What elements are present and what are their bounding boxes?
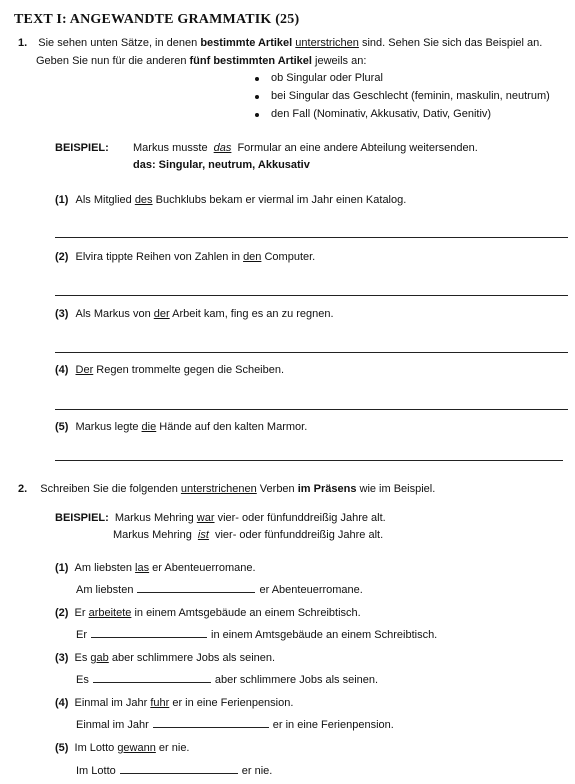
item-verb: gewann <box>117 742 156 754</box>
item-pre: Elvira tippte Reihen von Zahlen in <box>75 251 244 263</box>
task2-item <box>55 562 256 574</box>
item-number: (4) <box>55 697 69 709</box>
item-pre: Am liebsten <box>74 562 136 574</box>
answer-pre: Es <box>76 674 89 686</box>
example-sentence <box>133 142 478 154</box>
item-number: (3) <box>55 308 69 320</box>
item-number: (1) <box>55 562 69 574</box>
task2-intro-text: Schreiben Sie die folgenden <box>40 483 181 495</box>
bullet-icon <box>255 95 259 99</box>
bullet-item: den Fall (Nominativ, Akkusativ, Dativ, Genitiv) <box>271 108 492 120</box>
item-number: (5) <box>55 742 69 754</box>
answer-post: aber schlimmere Jobs als seinen. <box>214 674 379 686</box>
item-article: die <box>141 421 157 433</box>
task2-answer-row <box>76 627 437 641</box>
example-word: das <box>213 142 232 154</box>
task1-intro-rest: sind. Sehen Sie sich das Beispiel an. <box>358 37 543 49</box>
item-post: Hände auf den kalten Marmor. <box>156 421 308 433</box>
item-post: in einem Amtsgebäude an einem Schreibtisch. <box>131 607 361 619</box>
answer-pre: Am liebsten <box>76 584 134 596</box>
task2-example-label: BEISPIEL: <box>55 512 109 524</box>
task1-item <box>55 308 334 320</box>
item-number: (2) <box>55 607 69 619</box>
answer-line[interactable] <box>55 237 568 238</box>
bullet-icon <box>255 77 259 81</box>
example-pre: Markus Mehring <box>113 529 195 541</box>
example-post: vier- oder fünfunddreißig Jahre alt. <box>214 512 386 524</box>
task2-answer-row <box>76 763 272 777</box>
example-post: vier- oder fünfunddreißig Jahre alt. <box>211 529 384 541</box>
item-pre: Einmal im Jahr <box>74 697 151 709</box>
answer-blank[interactable] <box>93 672 211 683</box>
example-post: Formular an eine andere Abteilung weitersenden. <box>234 142 478 154</box>
task2-example-line2 <box>113 529 383 541</box>
task1-intro2-rest: jeweils an: <box>311 55 367 67</box>
item-pre: Es <box>74 652 91 664</box>
item-verb: gab <box>90 652 109 664</box>
item-pre: Als Markus von <box>75 308 154 320</box>
item-post: aber schlimmere Jobs als seinen. <box>108 652 276 664</box>
bullet-icon <box>255 113 259 117</box>
task2-intro-rest: wie im Beispiel. <box>356 483 436 495</box>
answer-post: er in eine Ferienpension. <box>272 719 394 731</box>
example-verb: war <box>196 512 215 524</box>
answer-line[interactable] <box>55 352 568 353</box>
task1-intro-line2 <box>36 55 366 67</box>
answer-blank[interactable] <box>137 582 255 593</box>
item-post: er nie. <box>155 742 190 754</box>
task2-item <box>55 697 293 709</box>
item-number: (5) <box>55 421 69 433</box>
item-verb: las <box>135 562 150 574</box>
answer-pre: Er <box>76 629 87 641</box>
item-post: Buchklubs bekam er viermal im Jahr einen Katalog. <box>152 194 407 206</box>
item-number: (3) <box>55 652 69 664</box>
item-verb: arbeitete <box>88 607 132 619</box>
item-article: der <box>153 308 170 320</box>
task2-item <box>55 742 190 754</box>
item-number: (1) <box>55 194 69 206</box>
item-pre: Im Lotto <box>74 742 118 754</box>
answer-line[interactable] <box>55 409 568 410</box>
task2-item <box>55 652 275 664</box>
item-post: er Abenteuerromane. <box>149 562 256 574</box>
example-pre: Markus musste <box>133 142 211 154</box>
item-post: er in eine Ferienpension. <box>169 697 294 709</box>
item-pre: Als Mitglied <box>75 194 135 206</box>
item-article: des <box>134 194 153 206</box>
item-pre: Er <box>74 607 89 619</box>
answer-pre: Einmal im Jahr <box>76 719 149 731</box>
item-pre: Markus legte <box>75 421 142 433</box>
item-post: Computer. <box>261 251 316 263</box>
answer-post: er nie. <box>241 765 273 777</box>
task2-intro-underlined: unterstrichenen <box>180 483 257 495</box>
answer-post: in einem Amtsgebäude an einem Schreibtisch. <box>211 629 438 641</box>
task1-item <box>55 421 307 433</box>
item-post: Regen trommelte gegen die Scheiben. <box>93 364 285 376</box>
example-pre: Markus Mehring <box>114 512 197 524</box>
task2-number: 2. <box>18 483 28 495</box>
example-answer: das: Singular, neutrum, Akkusativ <box>133 159 310 171</box>
task2-intro-bold: im Präsens <box>297 483 357 495</box>
answer-line[interactable] <box>55 295 568 296</box>
answer-post: er Abenteuerromane. <box>259 584 363 596</box>
task1-item <box>55 194 406 206</box>
item-article: Der <box>75 364 94 376</box>
task2-item <box>55 607 361 619</box>
task2-intro <box>18 483 435 495</box>
task1-intro2-text: Geben Sie nun für die anderen <box>36 55 190 67</box>
task1-intro <box>18 37 542 49</box>
task2-answer-row <box>76 717 394 731</box>
task1-item <box>55 251 315 263</box>
page-title: TEXT I: ANGEWANDTE GRAMMATIK (25) <box>14 12 300 27</box>
task2-example-line1 <box>55 512 386 524</box>
answer-blank[interactable] <box>91 627 207 638</box>
item-number: (2) <box>55 251 69 263</box>
task1-intro-underlined: unterstrichen <box>295 37 359 49</box>
item-article: den <box>243 251 262 263</box>
item-number: (4) <box>55 364 69 376</box>
bullet-item: bei Singular das Geschlecht (feminin, maskulin, neutrum) <box>271 90 550 102</box>
task2-answer-row <box>76 582 363 596</box>
answer-pre: Im Lotto <box>76 765 116 777</box>
answer-line[interactable] <box>55 460 563 461</box>
answer-blank[interactable] <box>120 763 238 774</box>
answer-blank[interactable] <box>153 717 269 728</box>
task2-intro-mid: Verben <box>256 483 298 495</box>
example-verb-answer: ist <box>197 529 209 541</box>
task1-intro-text: Sie sehen unten Sätze, in denen <box>38 37 201 49</box>
item-post: Arbeit kam, fing es an zu regnen. <box>169 308 334 320</box>
task1-number: 1. <box>18 37 28 49</box>
task2-answer-row <box>76 672 378 686</box>
item-verb: fuhr <box>150 697 170 709</box>
task1-intro2-bold: fünf bestimmten Artikel <box>189 55 312 67</box>
bullet-item: ob Singular oder Plural <box>271 72 383 84</box>
task1-intro-bold: bestimmte Artikel <box>200 37 293 49</box>
task1-item <box>55 364 284 376</box>
example-label: BEISPIEL: <box>55 142 109 154</box>
